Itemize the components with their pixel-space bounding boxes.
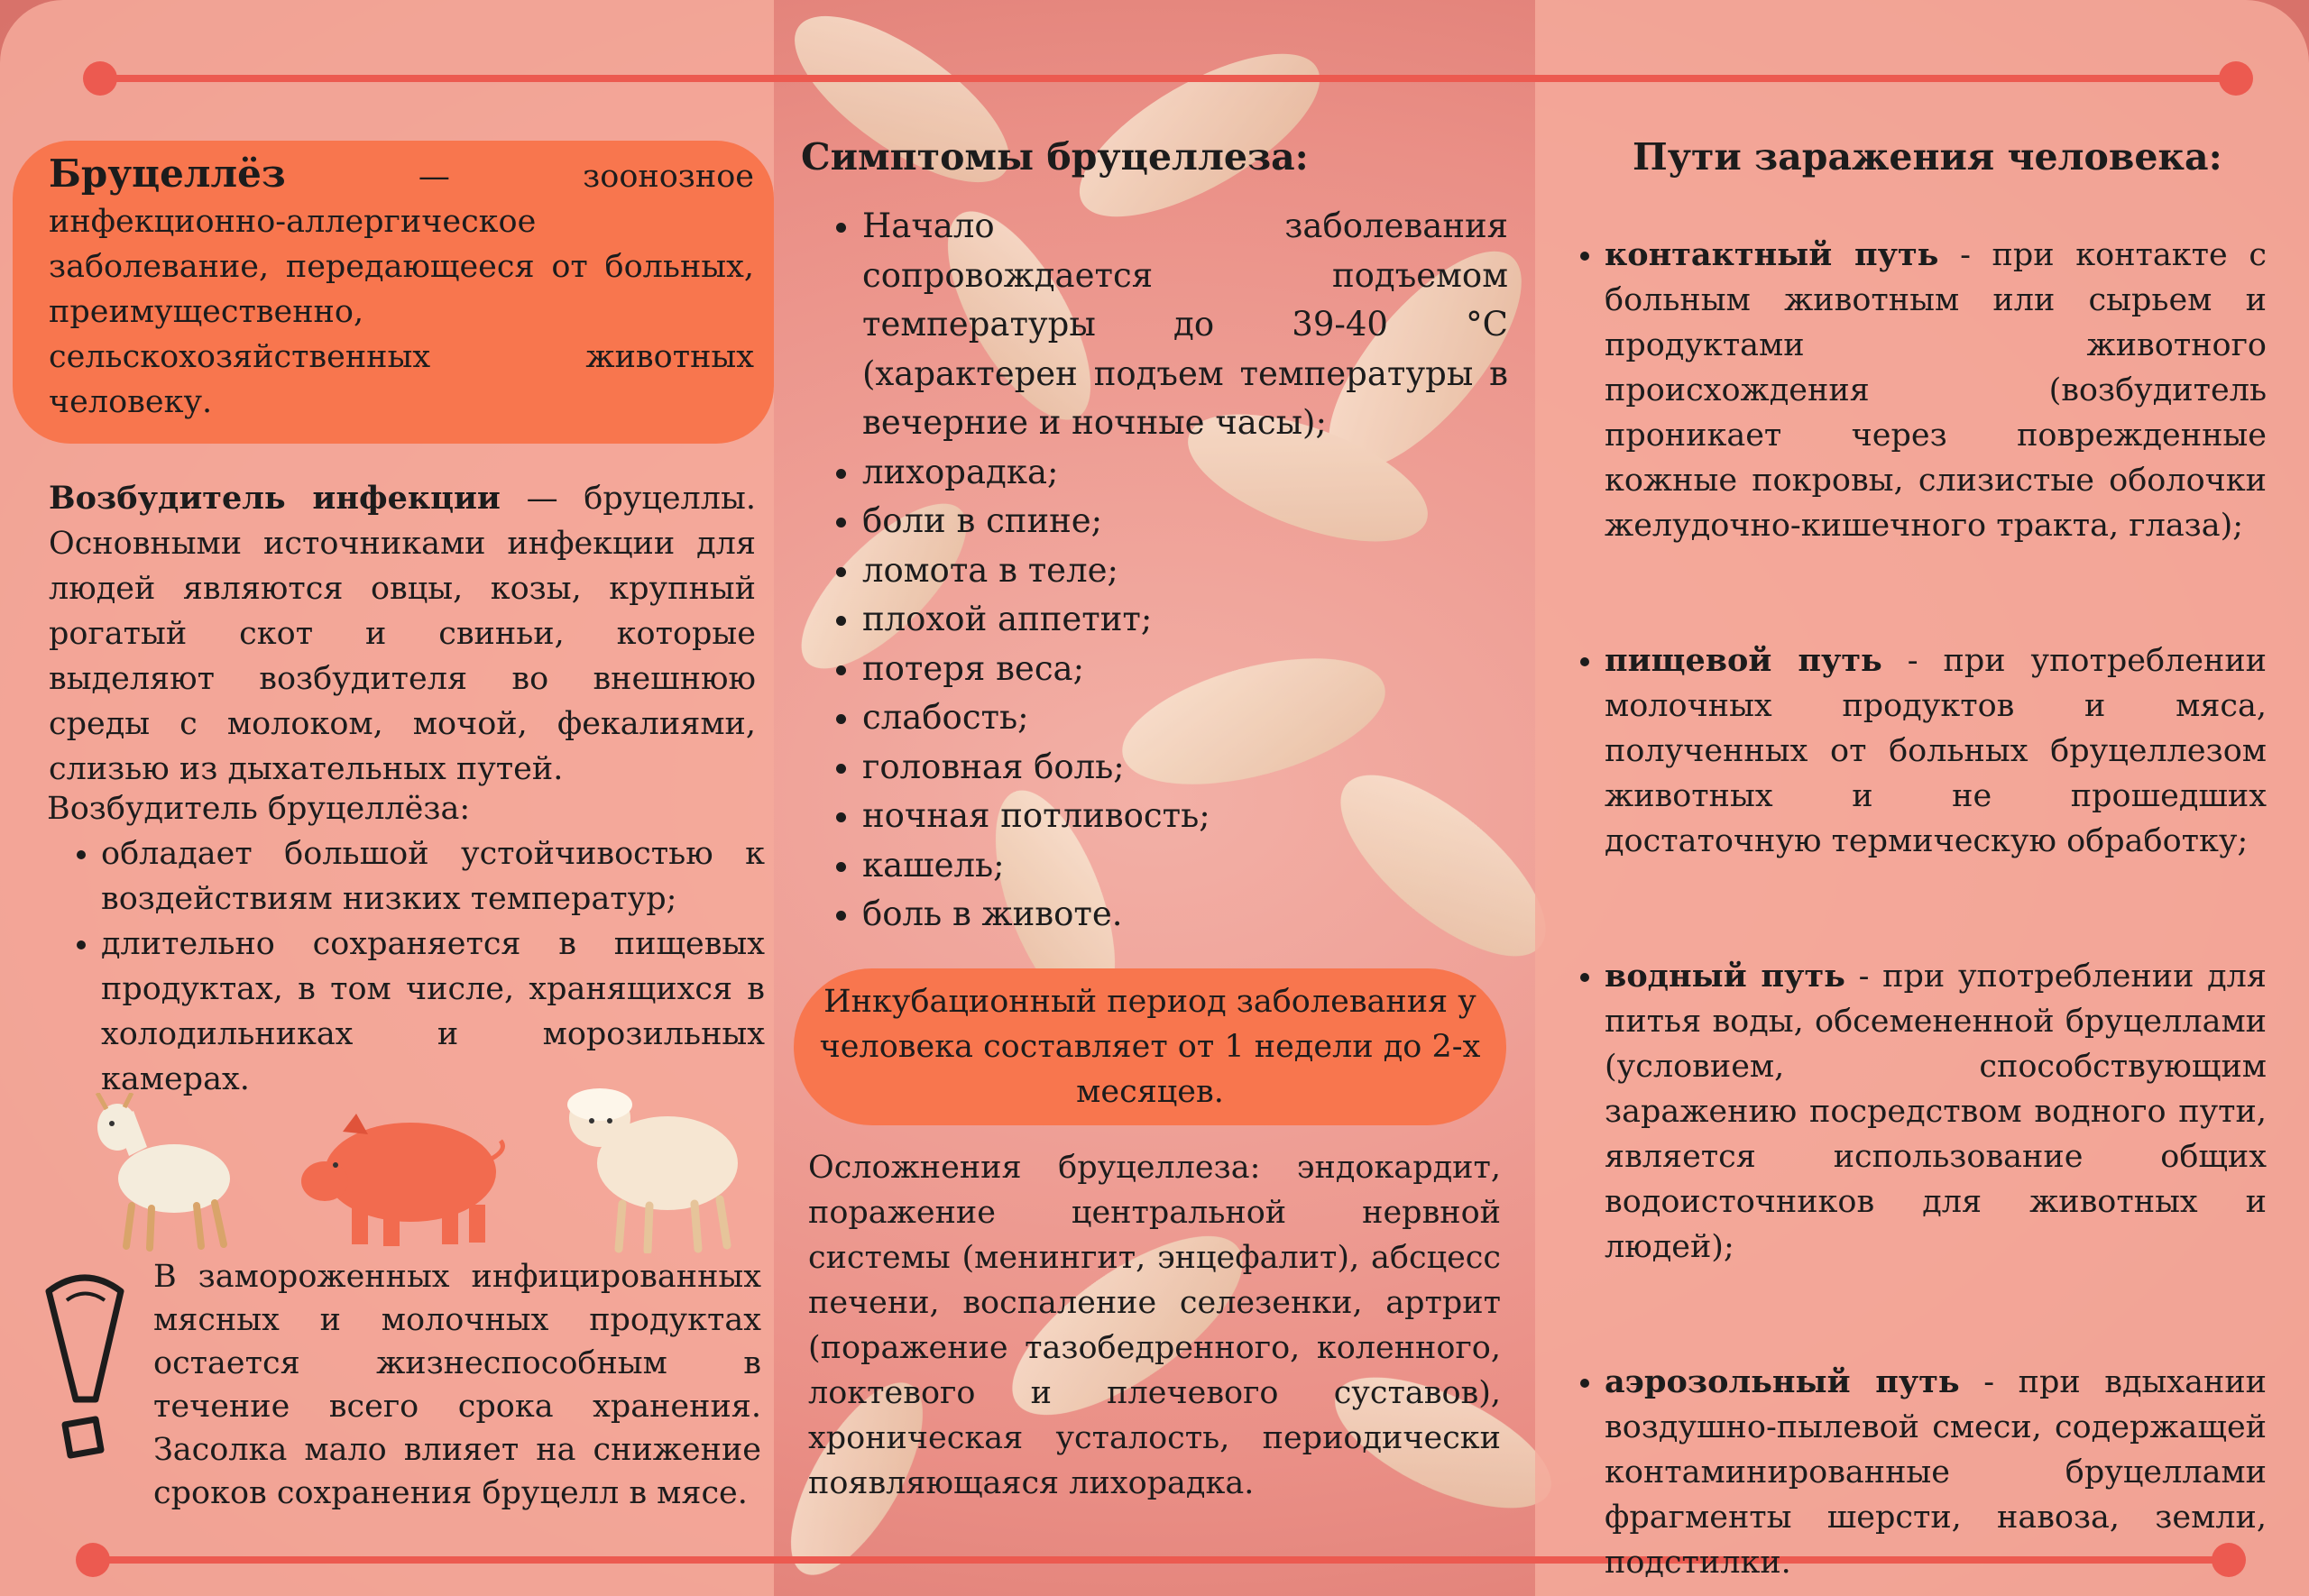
way-text: - при контакте с больным животным или сырьем и продуктами животного происхождения (возбудитель проникает через поврежденные кожные покровы, слизистые оболочки желудочно-кишечного тракта, глаза); bbox=[1605, 237, 2267, 544]
symptom-item: • потеря веса; bbox=[862, 645, 1508, 694]
intro-term: Бруцеллёз bbox=[49, 151, 286, 196]
ways-title: Пути заражения человека: bbox=[1633, 135, 2222, 179]
properties-item: • длительно сохраняется в пищевых продуктах, в том числе, хранящихся в холодильниках и морозильных камерах. bbox=[101, 922, 765, 1102]
top-right-dot bbox=[2219, 61, 2253, 96]
intro-definition bbox=[49, 151, 754, 425]
sheep-icon bbox=[559, 1078, 749, 1253]
symptoms-title: Симптомы бруцеллеза: bbox=[801, 135, 1309, 179]
symptoms-block bbox=[806, 202, 1508, 940]
complications-text: Осложнения бруцеллеза: эндокардит, поражение центральной нервной системы (менингит, энцефалит), абсцесс печени, воспаление селезенки, артрит (поражение тазобедренного, коленного, локтевого и плечевого суставов), хроническая усталость, периодически появляющаяся лихорадка. bbox=[808, 1150, 1501, 1501]
way-item bbox=[1605, 638, 2267, 864]
goat-icon bbox=[79, 1093, 251, 1255]
intro-text: — зоонозное инфекционно-аллергическое заболевание, передающееся от больных, преимущественно, сельскохозяйственных животных человеку. bbox=[49, 159, 754, 420]
pathogen-bold: Возбудитель инфекции bbox=[49, 480, 501, 517]
way-bold: контактный путь bbox=[1605, 236, 1939, 273]
symptom-item: • боли в спине; bbox=[862, 497, 1508, 546]
properties-title: Возбудитель бруцеллёза: bbox=[47, 791, 471, 827]
ways-block bbox=[1563, 233, 2267, 1585]
exclamation-icon bbox=[40, 1273, 130, 1463]
way-bold: водный путь bbox=[1605, 958, 1845, 995]
way-bold: аэрозольный путь bbox=[1605, 1363, 1960, 1400]
symptom-item: • ломота в теле; bbox=[862, 546, 1508, 596]
bottom-left-dot bbox=[76, 1543, 110, 1577]
way-text: - при употреблении для питья воды, обсемененной бруцеллами (условием, способствующим заражению посредством водного пути, является использование общих водоисточников для животных и людей); bbox=[1605, 959, 2267, 1265]
incubation-box bbox=[794, 968, 1506, 1125]
symptom-item: • кашель; bbox=[862, 841, 1508, 891]
properties-item: • обладает большой устойчивостью к воздействиям низких температур; bbox=[101, 831, 765, 922]
pig-icon bbox=[298, 1109, 514, 1249]
properties-block bbox=[47, 786, 765, 1102]
way-text: - при употреблении молочных продуктов и мяса, полученных от больных бруцеллезом животных и не прошедших достаточную термическую обработку; bbox=[1605, 643, 2267, 859]
way-item bbox=[1605, 954, 2267, 1270]
symptom-item: • боль в животе. bbox=[862, 890, 1508, 940]
symptom-item: • лихорадка; bbox=[862, 448, 1508, 498]
pathogen-text: — бруцеллы. Основными источниками инфекции для людей являются овцы, козы, крупный рогатый скот и свиньи, которые выделяют возбудителя во внешнюю среды с молоком, мочой, фекалиями, слизью из дыхательных путей. bbox=[49, 481, 756, 787]
incubation-text: Инкубационный период заболевания у человека составляет от 1 недели до 2-х месяцев. bbox=[819, 984, 1481, 1110]
symptom-item: • плохой аппетит; bbox=[862, 595, 1508, 645]
symptom-item: • слабость; bbox=[862, 693, 1508, 743]
symptoms-list bbox=[806, 202, 1508, 940]
top-divider-line bbox=[99, 75, 2237, 82]
way-item bbox=[1605, 1360, 2267, 1585]
way-item bbox=[1605, 233, 2267, 548]
symptom-item: • головная боль; bbox=[862, 743, 1508, 793]
ways-list bbox=[1563, 233, 2267, 1585]
pathogen-paragraph bbox=[49, 476, 756, 792]
properties-list bbox=[47, 831, 765, 1102]
way-text: - при вдыхании воздушно-пылевой смеси, содержащей контаминированные бруцеллами фрагменты шерсти, навоза, земли, подстилки. bbox=[1605, 1364, 2267, 1581]
warning-text: В замороженных инфицированных мясных и молочных продуктах остается жизнеспособным в течение всего срока хранения. Засолка мало влияет на снижение сроков сохранения бруцелл в мясе. bbox=[153, 1259, 761, 1511]
top-left-dot bbox=[83, 61, 117, 96]
symptom-item: • ночная потливость; bbox=[862, 792, 1508, 841]
way-bold: пищевой путь bbox=[1605, 642, 1882, 679]
symptom-item: • Начало заболевания сопровождается подъемом температуры до 39-40 °С (характерен подъем температуры в вечерние и ночные часы); bbox=[862, 202, 1508, 448]
